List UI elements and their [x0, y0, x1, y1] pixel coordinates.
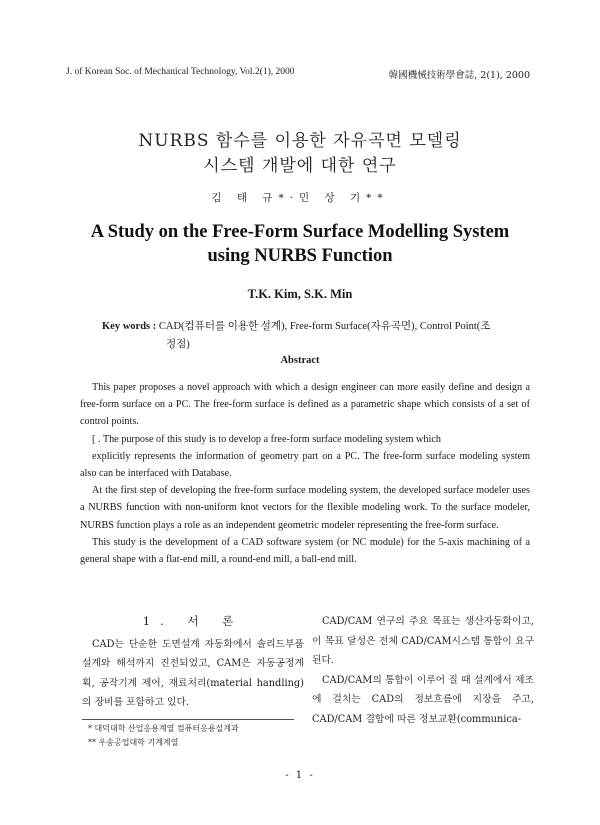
- abstract-paragraph-1: This paper proposes a novel approach with which a design engineer can more easily define and design a free-form surface on a PC. The free-form surface is defined as a parametric shape which consists of a set of control points.: [80, 382, 530, 428]
- body-column-right: [312, 612, 534, 729]
- abstract-paragraph-3: At the first step of developing the free-form surface modeling system, the developed surface modeler uses a NURBS function with non-uniform knot vectors for the flexible modeling work. To the surface modeler, NURBS function plays a role as an independent geometric modeler representing the free-form surface.: [80, 485, 530, 531]
- section-heading: 1. 서 론: [142, 614, 244, 628]
- abstract-title: Abstract: [280, 355, 320, 366]
- body-column-left: [82, 612, 304, 713]
- keywords-text: CAD(컴퓨터를 이용한 설계), Free-form Surface(자유곡면), Control Point(조: [158, 321, 491, 332]
- title-korean-line2: 시스템 개발에 대한 연구: [203, 156, 397, 176]
- body-paragraph: CAD/CAM의 통합이 이루어 질 때 설계에서 제조에 걸치는 CAD의 정보흐름에 지장을 주고, CAD/CAM 결합에 따른 정보교환(communica-: [312, 674, 534, 725]
- title-english-line2: using NURBS Function: [207, 246, 393, 266]
- title-korean-line1: NURBS 함수를 이용한 자유곡면 모델링: [138, 131, 462, 151]
- journal-header-right: 韓國機械技術學會誌, 2(1), 2000: [388, 70, 530, 81]
- body-paragraph: CAD/CAM 연구의 주요 목표는 생산자동화이고, 이 목표 달성은 전체 CAD/CAM시스템 통합이 요구된다.: [312, 616, 534, 666]
- abstract-paragraph-4: This study is the development of a CAD software system (or NC module) for the 5-axis machining of a general shape with a flat-end mill, a round-end mill, a ball-end mill.: [80, 536, 530, 566]
- title-english-line1: A Study on the Free-Form Surface Modelling System: [90, 222, 510, 242]
- journal-header-left: J. of Korean Soc. of Mechanical Technology, Vol.2(1), 2000: [66, 67, 295, 77]
- body-paragraph: CAD는 단순한 도면설계 자동화에서 솔리드부품 설계와 해석까지 진전되었고, CAM은 자동공정계획, 공작기계 제어, 재료처리(material handling)의 장비를 포함하고 있다.: [82, 638, 304, 708]
- page-number: - 1 -: [285, 770, 315, 781]
- authors-korean: 김 태 규*·민 상 기**: [211, 192, 389, 204]
- footnote-2: ** 우송공업대학 기계계열: [88, 738, 179, 747]
- abstract-body: [80, 379, 530, 568]
- abstract-paragraph-2a: [ . The purpose of this study is to develop a free-form surface modeling system which: [92, 433, 441, 445]
- footnote-1: * 대덕대학 산업응용계열 컴퓨터응용설계과: [88, 724, 239, 733]
- keywords-text-continued: 정점): [166, 339, 190, 350]
- authors-english: T.K. Kim, S.K. Min: [247, 287, 353, 301]
- keywords: [102, 318, 532, 354]
- abstract-paragraph-2b: explicitly represents the information of geometry part on a PC. The free-form surface modeling system also can be interfaced with Database.: [80, 450, 530, 480]
- keywords-label: Key words :: [102, 321, 157, 332]
- footnote-divider: [82, 719, 294, 720]
